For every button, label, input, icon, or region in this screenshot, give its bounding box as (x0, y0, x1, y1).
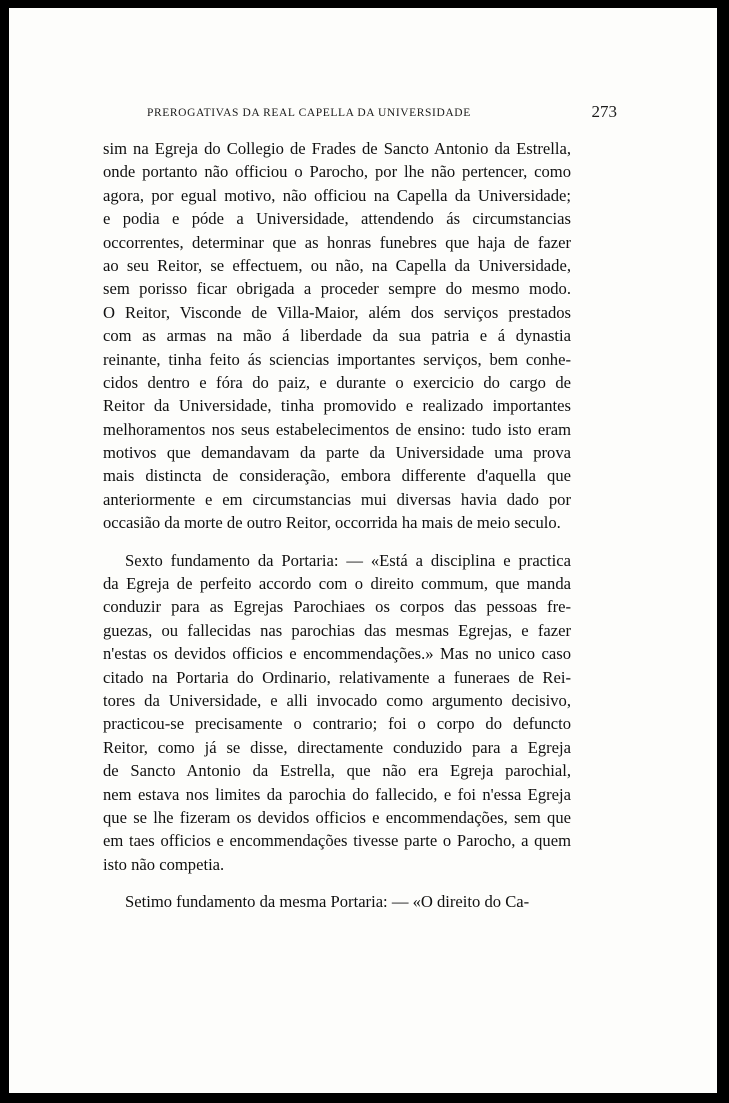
text-line: Sexto fundamento da Portaria: — «Está a disciplina e practica (125, 550, 571, 570)
text-line: em taes officios e encommendações tivesse parte o Parocho, a quem (103, 831, 571, 851)
text-line: Setimo fundamento da mesma Portaria: — «O direito do Ca- (125, 892, 530, 912)
text-line: onde portanto não officiou o Parocho, por lhe não pertencer, como (103, 162, 571, 182)
text-line: occorrentes, determinar que as honras funebres que haja de fazer (103, 232, 571, 252)
text-line: e podia e póde a Universidade, attendendo ás circumstancias (103, 209, 571, 229)
text-line: occasião da morte de outro Reitor, occorrida ha mais de meio seculo. (103, 513, 561, 533)
text-line: cidos dentro e fóra do paiz, e durante o exercicio do cargo de (103, 372, 571, 392)
text-line: Reitor, como já se disse, directamente conduzido para a Egreja (103, 737, 571, 757)
text-line: com as armas na mão á liberdade da sua patria e á dynastia (103, 326, 571, 346)
body-text (103, 137, 571, 914)
running-header (147, 102, 617, 126)
text-line: n'estas os devidos officios e encommendações.» Mas no unico caso (103, 644, 571, 664)
text-line: guezas, ou fallecidas nas parochias das mesmas Egrejas, e fazer (103, 620, 571, 640)
text-line: motivos que demandavam da parte da Universidade uma prova (103, 443, 571, 463)
text-line: tores da Universidade, e alli invocado como argumento decisivo, (103, 690, 571, 710)
text-line: sim na Egreja do Collegio de Frades de Sancto Antonio da Estrella, (103, 139, 571, 158)
running-title: PREROGATIVAS DA REAL CAPELLA DA UNIVERSIDADE (147, 107, 471, 119)
paragraph (103, 137, 571, 535)
text-line: agora, por egual motivo, não officiou na Capella da Universidade; (103, 185, 571, 205)
text-line: Reitor da Universidade, tinha promovido e realizado importantes (103, 396, 571, 416)
text-line: conduzir para as Egrejas Parochiaes os corpos das pessoas fre- (103, 597, 571, 617)
text-line: anteriormente e em circumstancias mui diversas havia dado por (103, 489, 571, 509)
text-line: sem porisso ficar obrigada a proceder sempre do mesmo modo. (103, 279, 571, 299)
text-line: citado na Portaria do Ordinario, relativamente a funeraes de Rei- (103, 667, 571, 687)
page-number: 273 (591, 102, 617, 121)
paragraph (103, 890, 571, 913)
book-page (9, 8, 717, 1093)
paragraph (103, 549, 571, 876)
text-line: mais distincta de consideração, embora differente d'aquella que (103, 466, 571, 486)
text-line: nem estava nos limites da parochia do fallecido, e foi n'essa Egreja (103, 784, 571, 804)
text-line: isto não competia. (103, 854, 225, 874)
text-line: que se lhe fizeram os devidos officios e encommendações, sem que (103, 807, 571, 827)
text-line: reinante, tinha feito ás sciencias importantes serviços, bem conhe- (103, 349, 571, 369)
text-line: de Sancto Antonio da Estrella, que não era Egreja parochial, (103, 761, 571, 781)
text-line: O Reitor, Visconde de Villa-Maior, além dos serviços prestados (103, 302, 571, 322)
text-line: da Egreja de perfeito accordo com o direito commum, que manda (103, 574, 571, 594)
text-line: melhoramentos nos seus estabelecimentos de ensino: tudo isto eram (103, 419, 571, 439)
text-line: practicou-se precisamente o contrario; foi o corpo do defuncto (103, 714, 571, 734)
text-line: ao seu Reitor, se effectuem, ou não, na Capella da Universidade, (103, 255, 571, 275)
